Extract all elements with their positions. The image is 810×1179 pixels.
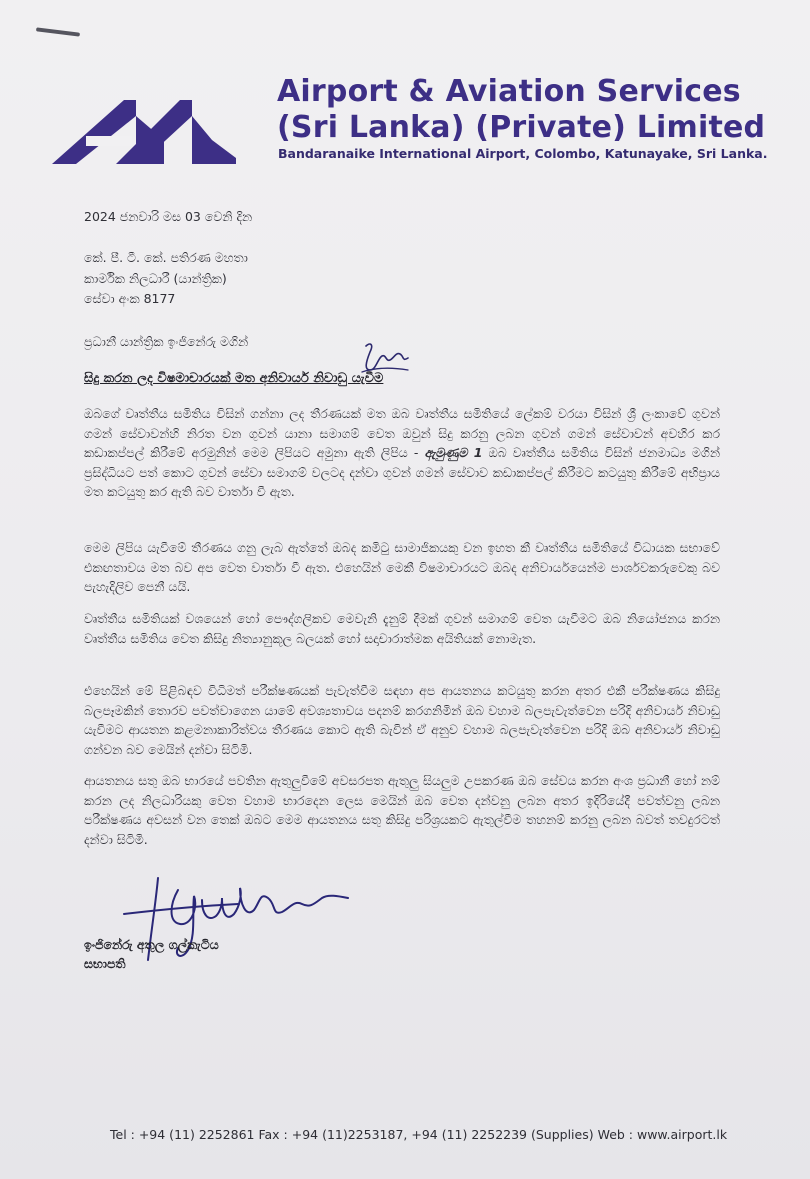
aasl-logo-icon [52,96,236,166]
pen-mark [36,27,80,36]
signer-title: සභාපති [84,956,126,971]
paragraph-5: ආයතනය සතු ඔබ භාරයේ පවතින ඇතුලුවීමේ අවසරපත ඇතුලු සියලුම උපකරණ ඔබ සේවය කරන අංශ ප්‍රධානී හෝ නම් කරන ලද නිලධාරියකු වෙත වහාම භාරදෙන ලෙස මෙයින් ඔබ වෙත දන්වනු ලබන අතර ඉදිරියේදී පවත්වනු ලබන පරීක්ෂණය අවසන් වන තෙක් ඔබට මෙම ආයතනය සතු කිසිදු පරිශ්‍රයකට ඇතුල්වීම තහනම් කරනු ලබන බවත් තවදුරටත් දන්වා සිටිමි. [84,773,720,847]
letter-date: 2024 ජනවාරි මස 03 වෙනි දින [84,209,253,224]
company-address: Bandaranaike International Airport, Colombo, Katunayake, Sri Lanka. [278,146,768,161]
recipient-service-no: සේවා අංක 8177 [84,291,176,306]
recipient-block [84,248,248,310]
paragraph-1-text-b: ඔබ වෘත්තීය සමිතිය විසින් ජනමාධ්‍ය මගින් ප්‍රසිද්ධියට පත් කොට ගුවන් සේවා සමාගම් වලටද දන්වා ගුවන් ගමන් සේවාව කඩාකප්පල් කිරීමට කටයුතු කිරීමේ අභිප්‍රාය මත කටයුතු කර ඇති බව වාර්තා වී ඇත. [84,445,720,499]
paragraph-1 [84,404,720,502]
annex-reference: ඇමුණුම 1 [424,445,483,460]
paragraph-3: වෘත්තීය සමිතියක් වශයෙන් හෝ පෞද්ගලිකව මෙවැනි දැනුම් දීමක් ගුවන් සමාගම් වෙත යැවීමට ඔබ නියෝජනය කරන වෘත්තීය සමිතිය වෙත කිසිදු නිත්‍යානුකූල බලයක් හෝ සදාචාරාත්මක අයිතියක් නොමැත. [84,611,720,646]
paragraph-2: මෙම ලිපිය යැවීමේ තීරණය ගනු ලැබ ඇත්තේ ඔබද කමිටු සාමාජිකයකු වන ඉහත කී වෘත්තීය සමිතියේ විධායක සභාවේ එකඟතාවය මත බව අප වෙත වාර්තා වී ඇත. එහෙයින් මෙකී විෂමාචාරයට ඔබද අනිවාර්යයෙන්ම පාර්ශවකරුවෙකු බව පැහැදිලිව පෙනී යයි. [84,540,720,594]
recipient-designation: කාර්මික නිලධාරී (යාන්ත්‍රික) [84,270,227,286]
company-name-line-1: Airport & Aviation Services [277,74,741,109]
paragraph-4: එහෙයින් මේ පිළිබඳව විධිමත් පරීක්ෂණයක් පැවැත්වීම සඳහා අප ආයතනය කටයුතු කරන අතර එකී පරීක්ෂණය කිසිදු බලපෑමකින් තොරව පවත්වාගෙන යාමේ අවශ්‍යතාවය පදනම් කරගනිමින් ඔබ වහාම බලපැවැත්වෙන පරිදි අනිවාර්ය නිවාඩු යැවීමට ආයතන කළමනාකාරිත්වය තීරණය කොට ඇති බැවින් ඒ අනුව වහාම බලපැවැත්වෙන පරිදි ඔබ අනිවාර්ය නිවාඩු ගන්වන බව මෙයින් දන්වා සිටිමි. [84,683,720,757]
signer-name: ඉංජිනේරු අතුල ගල්කැටිය [84,937,219,952]
recipient-name: කේ. පී. ටී. කේ. පතිරණ මහතා [84,250,248,265]
signer-block [84,935,219,973]
routing-line: ප්‍රධානී යාන්ත්‍රික ඉංජිනේරු මගින් [84,334,249,349]
footer-contacts: Tel : +94 (11) 2252861 Fax : +94 (11)2253187, +94 (11) 2252239 (Supplies) Web : www.airport.lk [110,1127,728,1142]
letter-subject: සිදු කරන ලද විෂමාචාරයක් මත අනිවාර්ය නිවාඩු යැවීම [84,371,384,386]
company-name-line-2: (Sri Lanka) (Private) Limited [277,110,766,145]
company-name [277,74,777,146]
paragraph-1-text-a: ඔබගේ වෘත්තීය සමිතිය විසින් ගන්නා ලද තීරණයක් මත ඔබ වෘත්තීය සමිතියේ ලේකම් වරයා විසින් ශ්‍රී ලංකාවේ ගුවන් ගමන් සේවාවන්හි නිරත වන ගුවන් යානා සමාගම් වෙත ඔවුන් සිදු කරනු ලබන ගුවන් ගමන් සේවාවන් අවහිර කර කඩාකප්පල් කිරීමේ අරමුනින් මෙම ලිපියට අමුනා ඇති ලිපිය - [84,406,720,460]
